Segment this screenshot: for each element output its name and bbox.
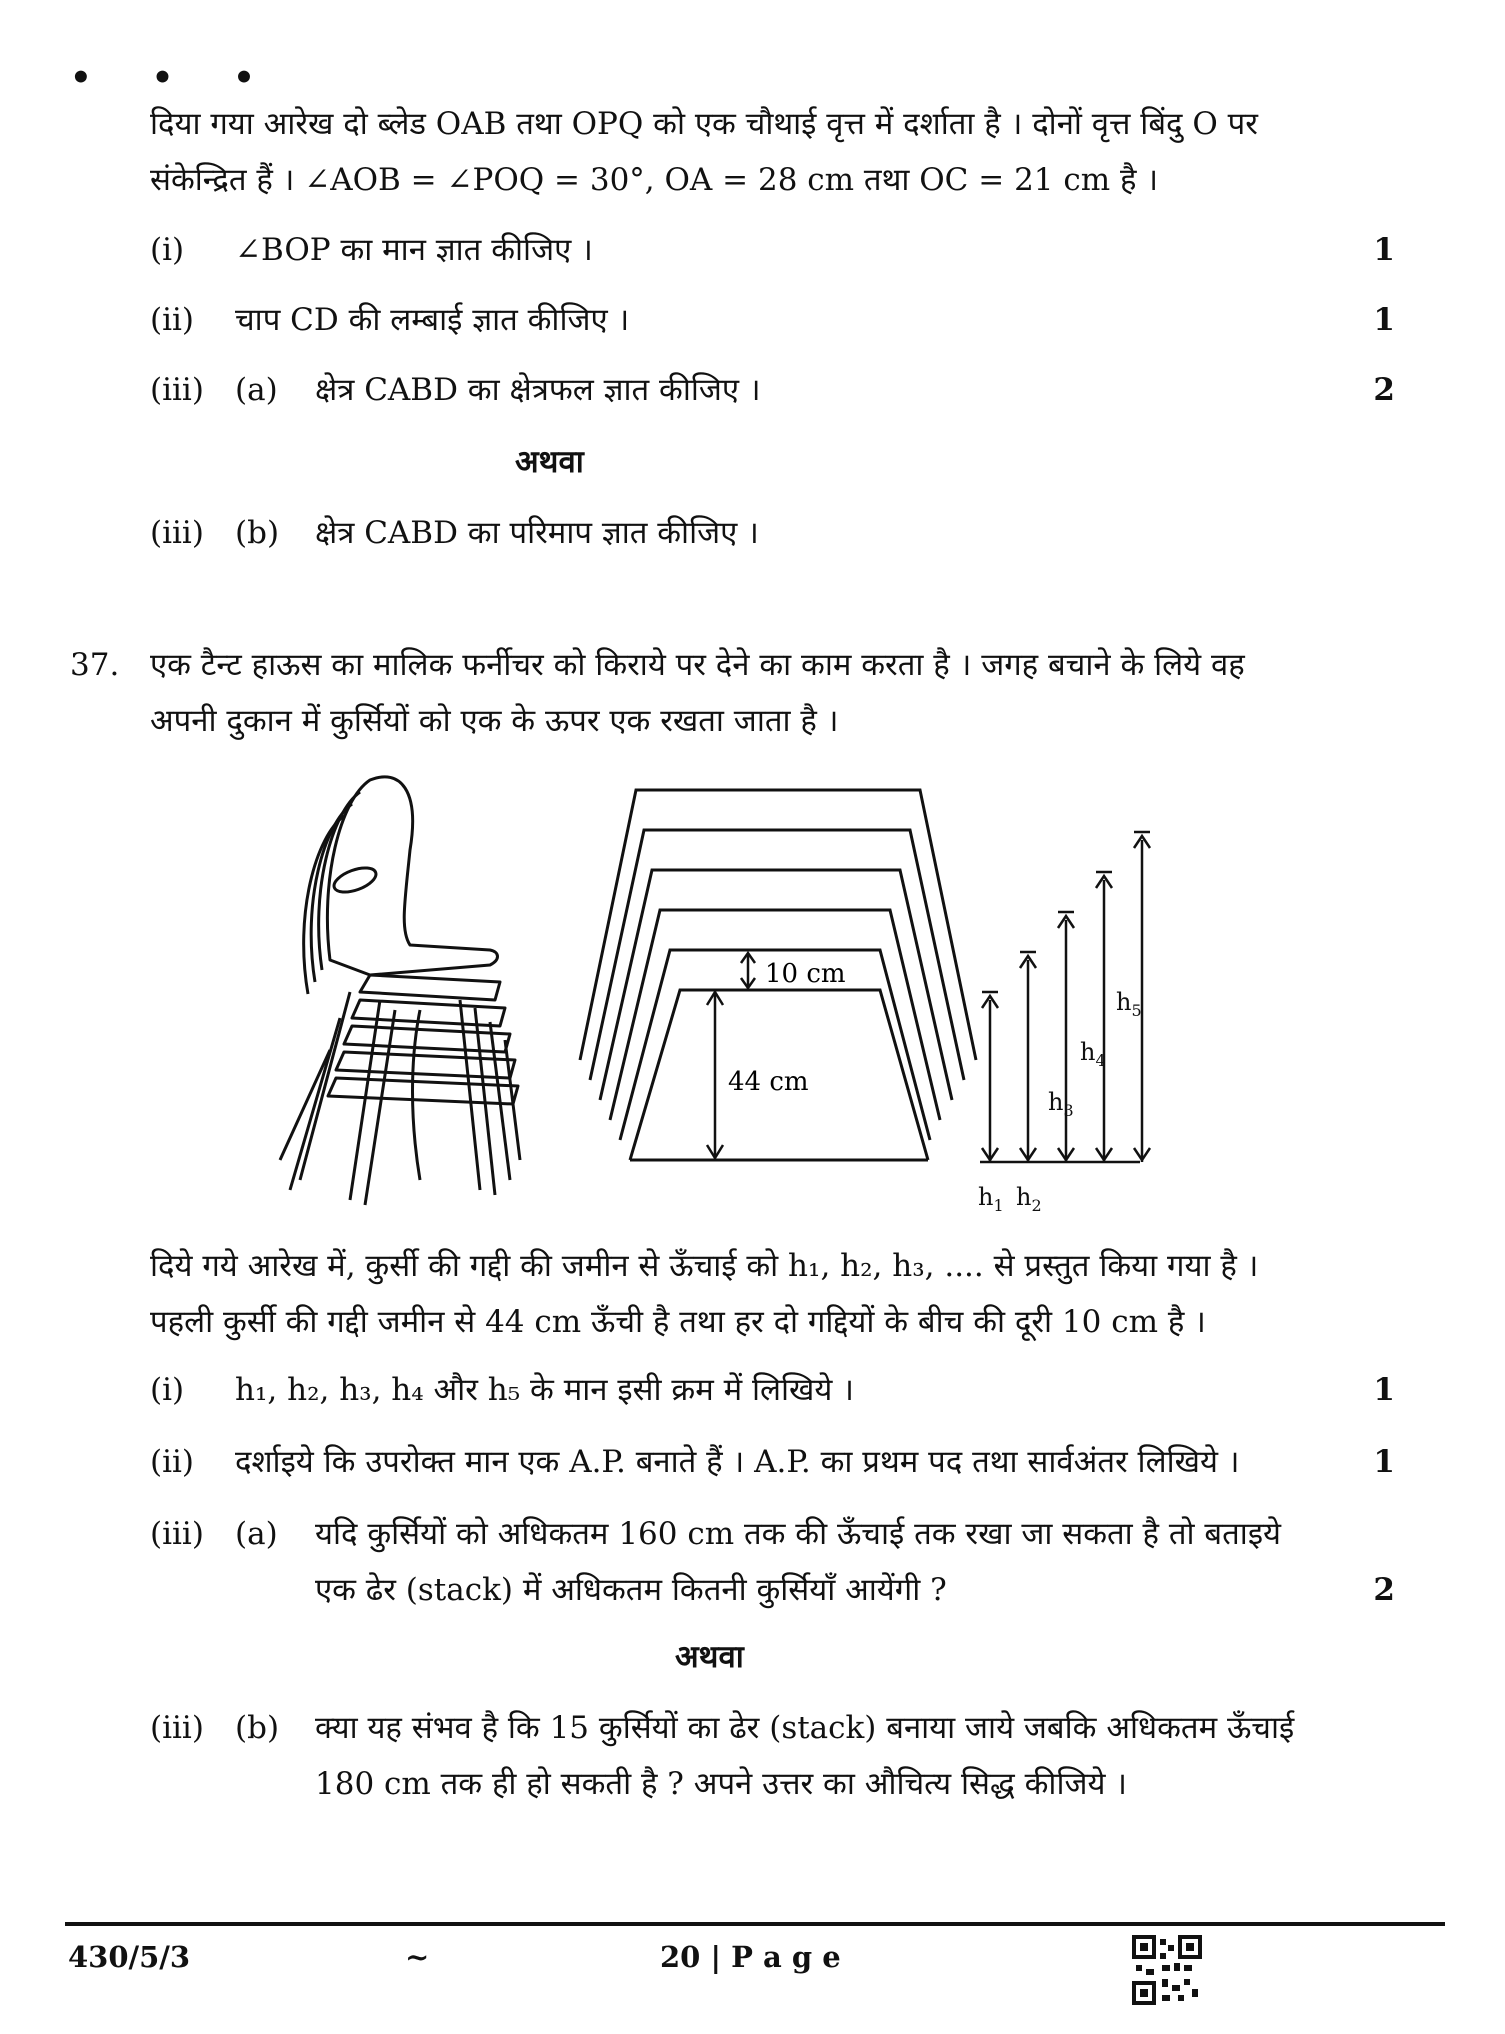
q36-part-iii-a	[150, 362, 1395, 418]
part-text-line2: एक ढेर (stack) में अधिकतम कितनी कुर्सियाँ आयेंगी ?	[315, 1572, 947, 1608]
q37-intro	[150, 637, 1370, 749]
label-h5: $h_5$	[1116, 988, 1142, 1020]
part-text: चाप CD की लम्बाई ज्ञात कीजिए ।	[235, 302, 630, 338]
part-number: (iii)	[150, 1710, 204, 1746]
label-h3: $h_3$	[1048, 1088, 1074, 1120]
qr-code-icon	[1132, 1935, 1202, 2005]
part-sub: (b)	[235, 1710, 280, 1746]
q37-description	[150, 1238, 1370, 1350]
part-text-line2: 180 cm तक ही हो सकती है ? अपने उत्तर का औचित्य सिद्ध कीजिये ।	[315, 1766, 1128, 1802]
part-text: क्षेत्र CABD का परिमाप ज्ञात कीजिए ।	[315, 515, 759, 551]
q36-intro-line2: संकेन्द्रित हैं । ∠AOB = ∠POQ = 30°, OA = 28 cm तथा OC = 21 cm है ।	[150, 162, 1159, 198]
label-h4: $h_4$	[1080, 1038, 1106, 1070]
part-number: (iii)	[150, 515, 204, 551]
part-sub: (b)	[235, 515, 280, 551]
top-dots: • • •	[70, 58, 279, 98]
label-h1: $h_1$	[978, 1183, 1004, 1215]
q37-desc-line1: दिये गये आरेख में, कुर्सी की गद्दी की जमीन से ऊँचाई को h₁, h₂, h₃, .... से प्रस्तुत किया गया है ।	[150, 1248, 1259, 1284]
part-marks: 2	[1373, 372, 1395, 408]
stacked-chairs-figure	[260, 760, 1160, 1220]
footer-divider	[65, 1922, 1445, 1926]
chair-stack-illustration	[280, 777, 520, 1205]
q36-intro	[150, 96, 1370, 208]
page-number: 20 | P a g e	[660, 1940, 841, 1974]
q36-intro-line1: दिया गया आरेख दो ब्लेड OAB तथा OPQ को एक चौथाई वृत्त में दर्शाता है । दोनों वृत्त बिंदु O पर	[150, 106, 1258, 142]
q37-or-label: अथवा	[675, 1639, 744, 1675]
q37-desc-line2: पहली कुर्सी की गद्दी जमीन से 44 cm ऊँची है तथा हर दो गद्दियों के बीच की दूरी 10 cm है ।	[150, 1304, 1206, 1340]
part-sub: (a)	[235, 372, 278, 408]
footer-tilde: ~	[405, 1940, 430, 1974]
q37-part-ii	[150, 1434, 1395, 1490]
q37-intro-line1: एक टैन्ट हाऊस का मालिक फर्नीचर को किराये पर देने का काम करता है । जगह बचाने के लिये वह	[150, 647, 1245, 683]
part-number: (ii)	[150, 1444, 195, 1480]
part-number: (iii)	[150, 1516, 204, 1552]
part-marks: 1	[1373, 232, 1395, 268]
part-sub: (a)	[235, 1516, 278, 1552]
label-44cm: 44 cm	[728, 1067, 809, 1097]
q36-part-ii	[150, 292, 1395, 348]
paper-code: 430/5/3	[68, 1940, 191, 1974]
q36-part-iii-b	[150, 505, 1395, 561]
part-text: ∠BOP का मान ज्ञात कीजिए ।	[235, 232, 593, 268]
part-number: (i)	[150, 232, 185, 268]
q37-intro-line2: अपनी दुकान में कुर्सियों को एक के ऊपर एक रखता जाता है ।	[150, 703, 839, 739]
part-marks: 1	[1373, 302, 1395, 338]
part-marks: 1	[1373, 1444, 1395, 1480]
part-marks: 2	[1373, 1572, 1395, 1608]
q36-or-label: अथवा	[515, 444, 584, 480]
q37-part-iii-a	[150, 1506, 1395, 1618]
part-text-line1: क्या यह संभव है कि 15 कुर्सियों का ढेर (stack) बनाया जाये जबकि अधिकतम ऊँचाई	[315, 1710, 1295, 1746]
label-h2: $h_2$	[1016, 1183, 1042, 1215]
part-text: क्षेत्र CABD का क्षेत्रफल ज्ञात कीजिए ।	[315, 372, 761, 408]
part-number: (ii)	[150, 302, 195, 338]
label-10cm: 10 cm	[765, 959, 846, 989]
q37-number: 37.	[70, 647, 120, 683]
part-number: (iii)	[150, 372, 204, 408]
part-text: दर्शाइये कि उपरोक्त मान एक A.P. बनाते हैं । A.P. का प्रथम पद तथा सार्वअंतर लिखिये ।	[235, 1444, 1240, 1480]
part-marks: 1	[1373, 1372, 1395, 1408]
part-text: h₁, h₂, h₃, h₄ और h₅ के मान इसी क्रम में लिखिये ।	[235, 1372, 854, 1408]
part-text-line1: यदि कुर्सियों को अधिकतम 160 cm तक की ऊँचाई तक रखा जा सकता है तो बताइये	[315, 1516, 1282, 1552]
q36-part-i	[150, 222, 1395, 278]
part-number: (i)	[150, 1372, 185, 1408]
q37-part-i	[150, 1362, 1395, 1418]
q37-part-iii-b	[150, 1700, 1395, 1812]
